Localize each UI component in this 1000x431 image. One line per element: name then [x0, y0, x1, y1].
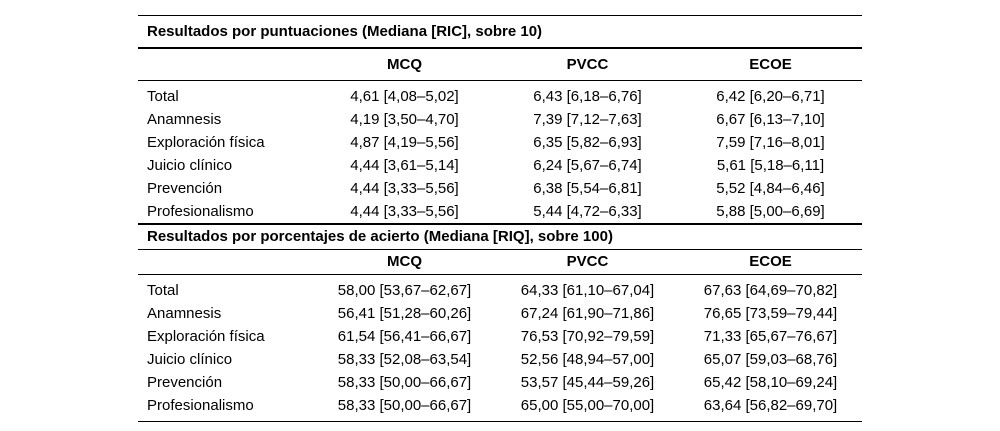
table-cell: 58,00 [53,67–62,67]	[337, 282, 472, 299]
section1-body	[138, 85, 862, 223]
table-cell: 67,63 [64,69–70,82]	[703, 282, 838, 299]
section1-title: Resultados por puntuaciones (Mediana [RIC], sobre 10)	[147, 23, 543, 40]
table-row	[138, 279, 862, 302]
bottom-rule	[138, 421, 862, 422]
table-row	[138, 200, 862, 223]
table-cell: 53,57 [45,44–59,26]	[520, 374, 655, 391]
table-cell: 56,41 [51,28–60,26]	[337, 305, 472, 322]
table-cell: 6,24 [5,67–6,74]	[533, 157, 642, 174]
table-cell: 67,24 [61,90–71,86]	[520, 305, 655, 322]
row-label: Anamnesis	[147, 305, 222, 322]
table-cell: 52,56 [48,94–57,00]	[520, 351, 655, 368]
table-cell: 4,61 [4,08–5,02]	[350, 88, 459, 105]
table-cell: 5,61 [5,18–6,11]	[716, 157, 825, 174]
row-label: Total	[147, 282, 179, 299]
table-row	[138, 85, 862, 108]
table-cell: 4,87 [4,19–5,56]	[350, 134, 459, 151]
table-cell: 76,53 [70,92–79,59]	[520, 328, 655, 345]
header-pvcc: PVCC	[566, 56, 609, 73]
row-label: Prevención	[147, 374, 223, 391]
table-cell: 65,07 [59,03–68,76]	[703, 351, 838, 368]
header-pvcc: PVCC	[566, 253, 609, 270]
table-cell: 58,33 [50,00–66,67]	[337, 397, 472, 414]
table-cell: 71,33 [65,67–76,67]	[703, 328, 838, 345]
header-empty-cell	[138, 250, 313, 274]
table-row	[138, 325, 862, 348]
table-row	[138, 131, 862, 154]
table-row	[138, 371, 862, 394]
row-label: Profesionalismo	[147, 397, 254, 414]
table-cell: 6,42 [6,20–6,71]	[716, 88, 825, 105]
header-mcq: MCQ	[387, 56, 422, 73]
row-label: Prevención	[147, 180, 223, 197]
table-cell: 7,39 [7,12–7,63]	[533, 111, 642, 128]
table-row	[138, 302, 862, 325]
row-label: Profesionalismo	[147, 203, 254, 220]
table-row	[138, 108, 862, 131]
row-label: Exploración física	[147, 328, 265, 345]
row-label: Anamnesis	[147, 111, 222, 128]
table-cell: 5,44 [4,72–6,33]	[533, 203, 642, 220]
table-cell: 65,42 [58,10–69,24]	[703, 374, 838, 391]
row-label: Juicio clínico	[147, 351, 233, 368]
header-ecoe: ECOE	[749, 56, 792, 73]
table-cell: 4,44 [3,33–5,56]	[350, 180, 459, 197]
table-row	[138, 177, 862, 200]
table-cell: 61,54 [56,41–66,67]	[337, 328, 472, 345]
header-empty-cell	[138, 49, 313, 80]
table-cell: 65,00 [55,00–70,00]	[520, 397, 655, 414]
table-row	[138, 348, 862, 371]
table-cell: 6,43 [6,18–6,76]	[533, 88, 642, 105]
table-cell: 6,38 [5,54–6,81]	[533, 180, 642, 197]
header-mcq: MCQ	[387, 253, 422, 270]
table-cell: 6,35 [5,82–6,93]	[533, 134, 642, 151]
table-row	[138, 154, 862, 177]
table-cell: 4,44 [3,61–5,14]	[350, 157, 459, 174]
table-cell: 58,33 [50,00–66,67]	[337, 374, 472, 391]
table-cell: 4,44 [3,33–5,56]	[350, 203, 459, 220]
row-label: Total	[147, 88, 179, 105]
header-ecoe: ECOE	[749, 253, 792, 270]
row-label: Juicio clínico	[147, 157, 233, 174]
section2-header-row	[138, 250, 862, 274]
table-cell: 64,33 [61,10–67,04]	[520, 282, 655, 299]
table-cell: 5,88 [5,00–6,69]	[716, 203, 825, 220]
section2-title: Resultados por porcentajes de acierto (Mediana [RIQ], sobre 100)	[147, 228, 613, 245]
table-cell: 5,52 [4,84–6,46]	[716, 180, 825, 197]
section1-header-row	[138, 49, 862, 80]
table-cell: 7,59 [7,16–8,01]	[716, 134, 825, 151]
section2-body	[138, 279, 862, 417]
table-cell: 63,64 [56,82–69,70]	[703, 397, 838, 414]
table-row	[138, 394, 862, 417]
table-cell: 4,19 [3,50–4,70]	[350, 111, 459, 128]
row-label: Exploración física	[147, 134, 265, 151]
table-cell: 76,65 [73,59–79,44]	[703, 305, 838, 322]
table-cell: 6,67 [6,13–7,10]	[716, 111, 825, 128]
table-cell: 58,33 [52,08–63,54]	[337, 351, 472, 368]
results-table	[138, 15, 862, 422]
